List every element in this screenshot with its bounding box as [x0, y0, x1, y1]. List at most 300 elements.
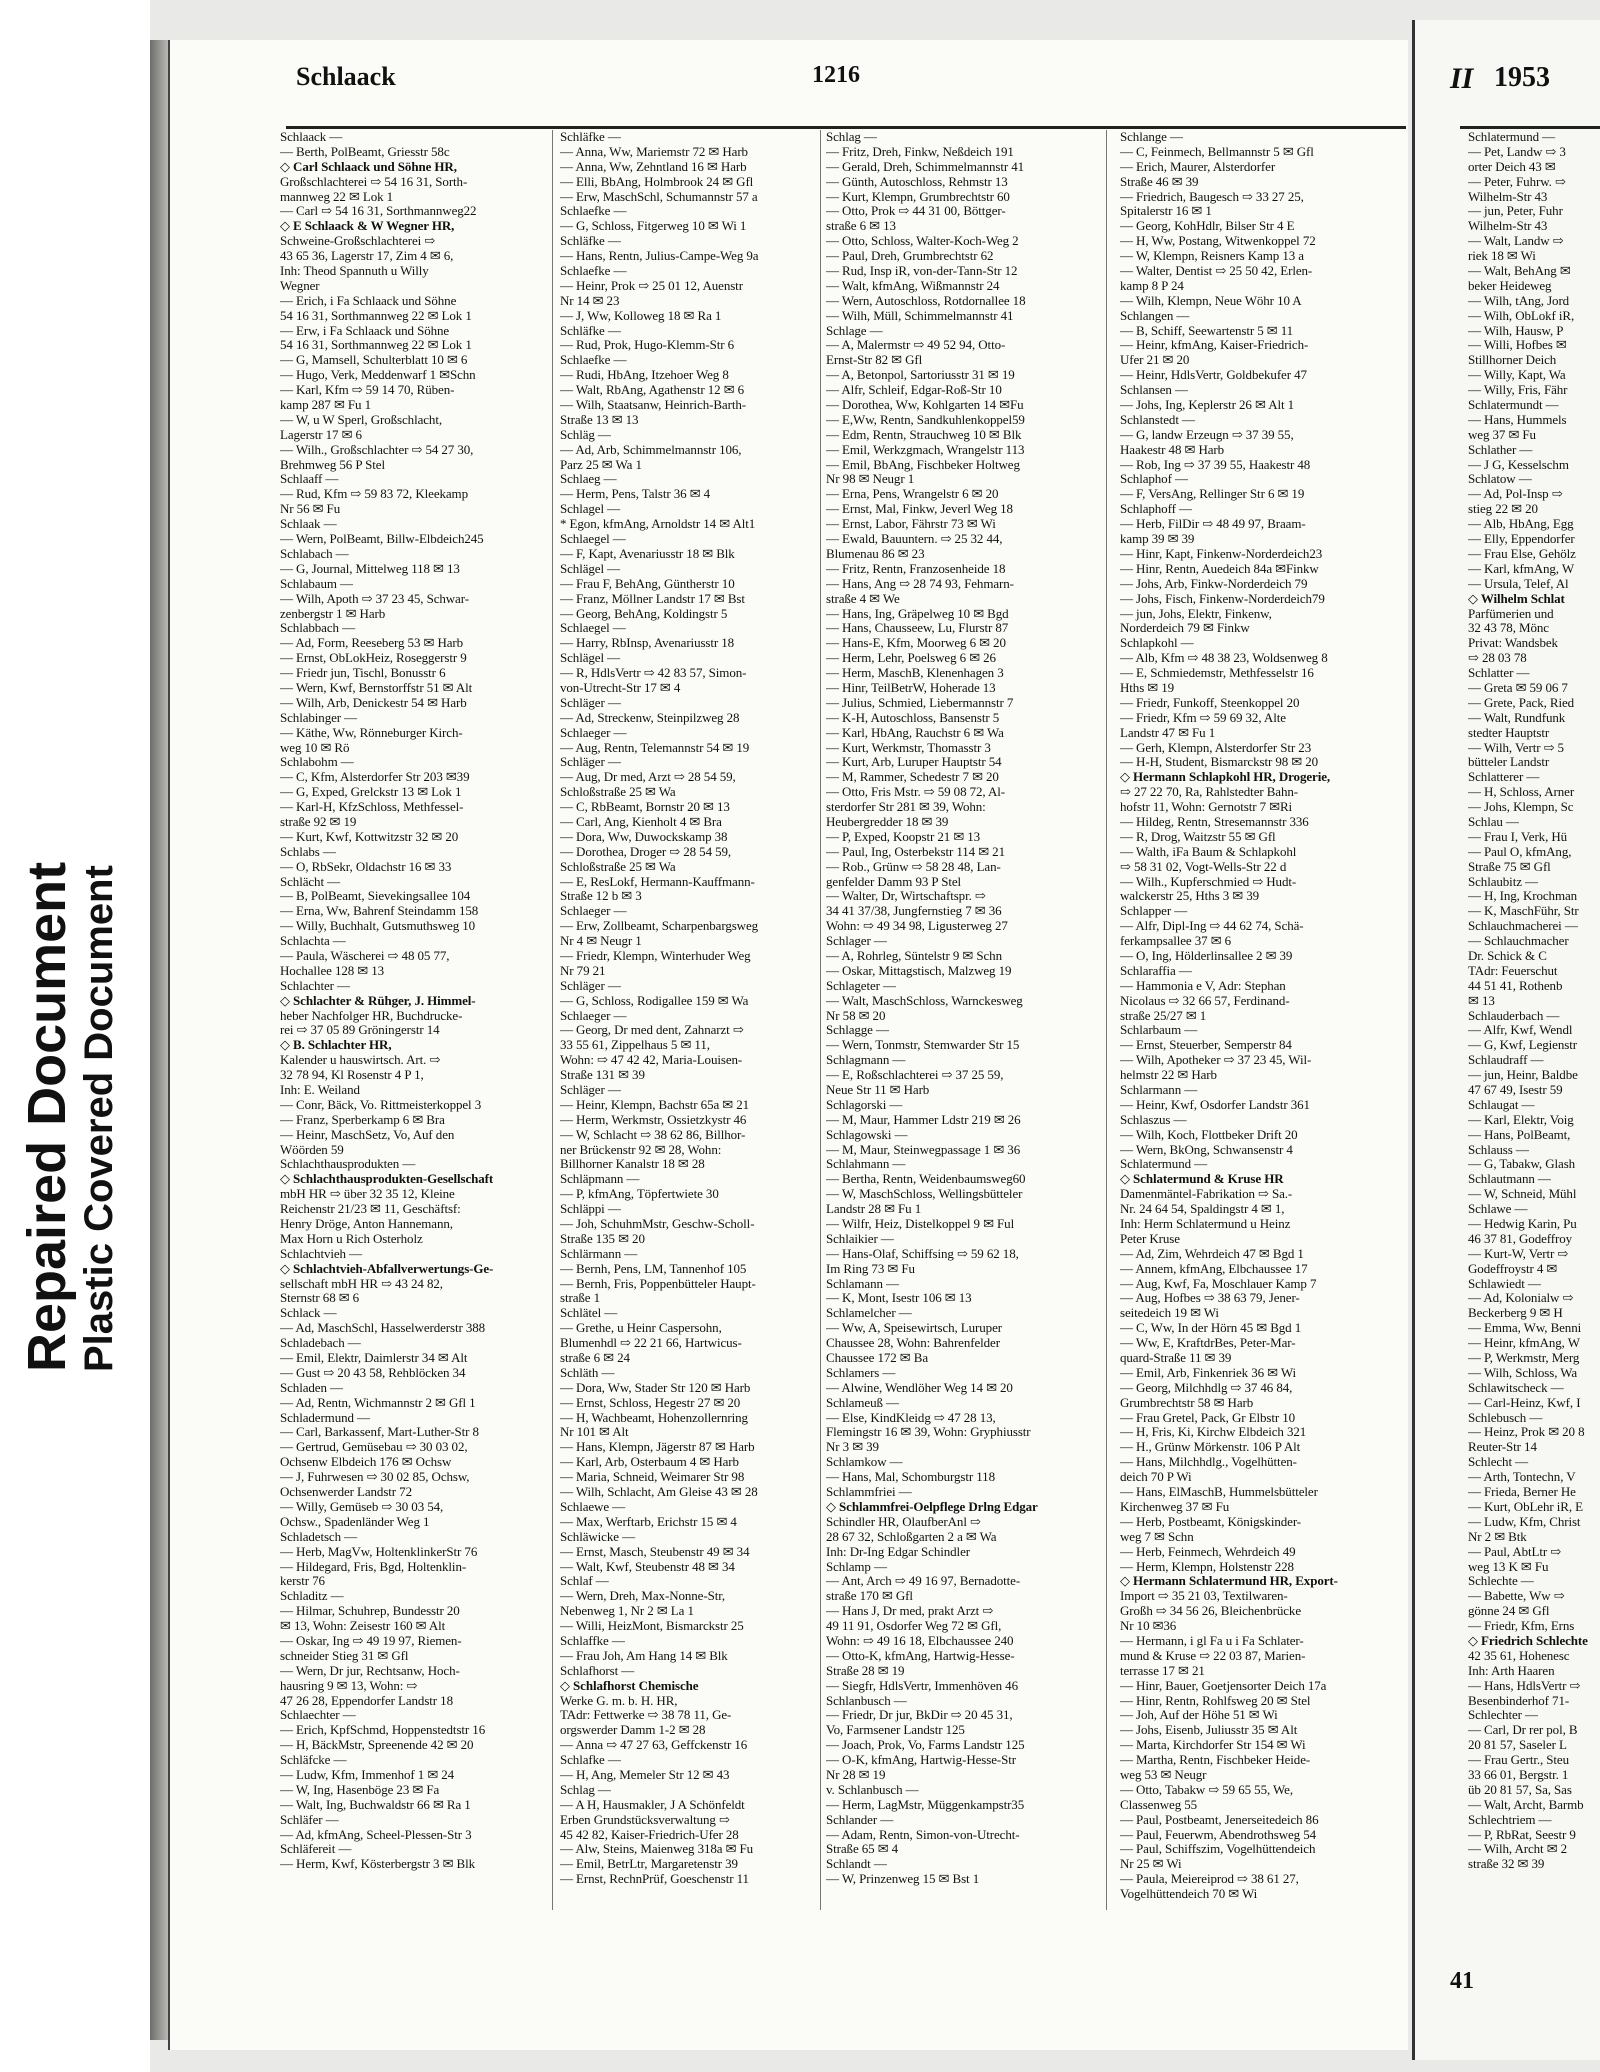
- directory-entry-line: Schlaugat —: [1468, 1097, 1535, 1112]
- directory-entry-line: — Friedr, Dr jur, BkDir ⇨ 20 45 31,: [826, 1708, 1013, 1723]
- directory-entry-line: genfelder Damm 93 P Stel: [826, 874, 962, 889]
- directory-entry-line: — Georg, BehAng, Koldingstr 5: [560, 606, 728, 621]
- directory-entry-line: Schläfke —: [560, 323, 621, 338]
- directory-entry-line: — Schlauchmacher: [1468, 934, 1569, 949]
- directory-entry-line: kerstr 76: [280, 1574, 325, 1589]
- directory-entry-line: Schlätel —: [560, 1306, 618, 1321]
- directory-entry-line: — Hans, Mal, Schomburgstr 118: [826, 1470, 995, 1485]
- directory-entry-line: — Fritz, Dreh, Finkw, Neßdeich 191: [826, 144, 1014, 159]
- directory-entry-line: — Erw, i Fa Schlaack und Söhne: [280, 323, 450, 338]
- directory-entry-line: ✉ 13, Wohn: Zeisestr 160 ✉ Alt: [280, 1619, 446, 1634]
- directory-entry-line: Wohn: ⇨ 47 42 42, Maria-Louisen-: [560, 1053, 743, 1068]
- directory-entry-line: — Paul, Feuerwm, Abendrothsweg 54: [1120, 1827, 1317, 1842]
- directory-entry-line: — G, Tabakw, Glash: [1468, 1157, 1576, 1172]
- directory-entry-line: ◇ B. Schlachter HR,: [280, 1038, 392, 1053]
- directory-entry-line: — Elly, Eppendorfer: [1468, 532, 1575, 547]
- directory-entry-line: — Carl, Ang, Kienholt 4 ✉ Bra: [560, 814, 722, 829]
- directory-entry-line: — R, HdlsVertr ⇨ 42 83 57, Simon-: [560, 666, 747, 681]
- directory-entry-line: Kalender u hauswirtsch. Art. ⇨: [280, 1053, 441, 1068]
- directory-entry-line: — Wilh., Kupferschmied ⇨ Hudt-: [1120, 874, 1297, 889]
- directory-entry-line: zenbergstr 1 ✉ Harb: [280, 606, 386, 621]
- directory-entry-line: — Wilh, Schloss, Wa: [1468, 1365, 1578, 1380]
- directory-entry-line: Wöörden 59: [280, 1142, 344, 1157]
- directory-entry-line: — Hinr, Bauer, Goetjensorter Deich 17a: [1120, 1678, 1327, 1693]
- directory-entry-line: — G, Schloss, Rodigallee 159 ✉ Wa: [560, 993, 749, 1008]
- directory-entry-line: — Ant, Arch ⇨ 49 16 97, Bernadotte-: [826, 1574, 1021, 1589]
- directory-entry-line: Schlandt —: [826, 1857, 887, 1872]
- directory-entry-line: — Edm, Rentn, Strauchweg 10 ✉ Blk: [826, 427, 1022, 442]
- directory-entry-line: hausring 9 ✉ 13, Wohn: ⇨: [280, 1678, 418, 1693]
- directory-entry-line: — Hedwig Karin, Pu: [1468, 1217, 1577, 1232]
- directory-entry-line: — Paula, Wäscherei ⇨ 48 05 77,: [280, 948, 450, 963]
- directory-entry-line: gönne 24 ✉ Gfl: [1468, 1604, 1550, 1619]
- directory-entry-line: schneider Stieg 31 ✉ Gfl: [280, 1648, 409, 1663]
- directory-entry-line: — Julius, Schmied, Liebermannstr 7: [826, 695, 1014, 710]
- directory-entry-line: — C, RbBeamt, Bornstr 20 ✉ 13: [560, 800, 730, 815]
- directory-entry-line: — K, Mont, Isestr 106 ✉ 13: [826, 1291, 972, 1306]
- directory-entry-line: ◇ Carl Schlaack und Söhne HR,: [280, 159, 457, 174]
- directory-entry-line: — Alfr, Kwf, Wendl: [1468, 1023, 1573, 1038]
- column-separator: [1106, 130, 1107, 1910]
- directory-entry-line: 44 51 41, Rothenb: [1468, 978, 1563, 993]
- directory-entry-line: — Hans, Chausseew, Lu, Flurstr 87: [826, 621, 1009, 636]
- directory-entry-line: — Friedrich, Baugesch ⇨ 33 27 25,: [1120, 189, 1304, 204]
- directory-entry-line: Schlawitscheck —: [1468, 1380, 1564, 1395]
- directory-entry-line: heber Nachfolger HR, Buchdrucke-: [280, 1008, 463, 1023]
- directory-entry-line: — Annem, kfmAng, Elbchaussee 17: [1120, 1261, 1308, 1276]
- directory-entry-line: Schlaubitz —: [1468, 874, 1538, 889]
- directory-entry-line: Schloßstraße 25 ✉ Wa: [560, 785, 676, 800]
- directory-entry-line: Straße 46 ✉ 39: [1120, 174, 1199, 189]
- directory-entry-line: — W, MaschSchloss, Wellingsbütteler: [826, 1187, 1023, 1202]
- directory-entry-line: Schlägel —: [560, 651, 621, 666]
- directory-entry-line: Schlafke —: [560, 1753, 621, 1768]
- directory-entry-line: Nicolaus ⇨ 32 66 57, Ferdinand-: [1120, 993, 1290, 1008]
- directory-entry-line: — Grete, Pack, Ried: [1468, 695, 1575, 710]
- directory-entry-line: — Karl, Kfm ⇨ 59 14 70, Rüben-: [280, 383, 455, 398]
- directory-entry-line: Schlaphof —: [1120, 472, 1188, 487]
- directory-entry-line: bütteler Landstr: [1468, 755, 1550, 770]
- directory-entry-line: — Herb, Feinmech, Wehrdeich 49: [1120, 1544, 1296, 1559]
- directory-entry-line: — Erich, KpfSchmd, Hoppenstedtstr 16: [280, 1723, 486, 1738]
- directory-entry-line: — Günth, Autoschloss, Rehmstr 13: [826, 174, 1008, 189]
- directory-entry-line: — Heinr, Kwf, Osdorfer Landstr 361: [1120, 1097, 1310, 1112]
- directory-entry-line: — Ad, Form, Reeseberg 53 ✉ Harb: [280, 636, 464, 651]
- directory-entry-line: — Hinr, Kapt, Finkenw-Norderdeich23: [1120, 546, 1323, 561]
- directory-entry-line: — Erna, Pens, Wrangelstr 6 ✉ 20: [826, 487, 999, 502]
- directory-entry-line: — Paul O, kfmAng,: [1468, 844, 1572, 859]
- directory-entry-line: Schweine-Großschlachterei ⇨: [280, 234, 436, 249]
- directory-entry-line: — Willy, Kapt, Wa: [1468, 368, 1566, 383]
- directory-entry-line: Nr 14 ✉ 23: [560, 293, 620, 308]
- directory-entry-line: — Hans, Hummels: [1468, 412, 1567, 427]
- directory-entry-line: — Hermann, i gl Fa u i Fa Schlater-: [1120, 1633, 1304, 1648]
- directory-entry-line: Nr 79 21: [560, 963, 606, 978]
- directory-entry-line: — Heinr, Prok ⇨ 25 01 12, Auenstr: [560, 278, 743, 293]
- directory-entry-line: rei ⇨ 37 05 89 Gröningerstr 14: [280, 1023, 440, 1038]
- directory-entry-line: Ochsenwerder Landstr 72: [280, 1485, 412, 1500]
- directory-entry-line: — Paul, Ing, Osterbekstr 114 ✉ 21: [826, 844, 1005, 859]
- directory-entry-line: Nr 25 ✉ Wi: [1120, 1857, 1182, 1872]
- directory-entry-line: — Emma, Ww, Benni: [1468, 1321, 1582, 1336]
- directory-entry-line: — K, MaschFühr, Str: [1468, 904, 1579, 919]
- directory-entry-line: — Wilh, tAng, Jord: [1468, 293, 1570, 308]
- directory-entry-line: — Herm, MaschB, Klenenhagen 3: [826, 666, 1004, 681]
- directory-entry-line: — Harry, RbInsp, Avenariusstr 18: [560, 636, 735, 651]
- directory-entry-line: 45 42 82, Kaiser-Friedrich-Ufer 28: [560, 1827, 739, 1842]
- directory-entry-line: Grumbrechtstr 58 ✉ Harb: [1120, 1395, 1254, 1410]
- directory-entry-line: — C, Ww, In der Hörn 45 ✉ Bgd 1: [1120, 1321, 1302, 1336]
- directory-entry-line: — F, VersAng, Rellinger Str 6 ✉ 19: [1120, 487, 1305, 502]
- directory-entry-line: — Ad, Streckenw, Steinpilzweg 28: [560, 710, 740, 725]
- directory-entry-line: Schlaeger —: [560, 904, 627, 919]
- directory-entry-line: Import ⇨ 35 21 03, Textilwaren-: [1120, 1589, 1288, 1604]
- directory-entry-line: ◇ Schlachter & Rühger, J. Himmel-: [280, 993, 476, 1008]
- directory-entry-line: — Otto-K, kfmAng, Hartwig-Hesse-: [826, 1648, 1015, 1663]
- directory-entry-line: Max Horn u Rich Osterholz: [280, 1231, 423, 1246]
- column-separator: [552, 130, 553, 1910]
- directory-entry-line: 47 67 49, Isestr 59: [1468, 1083, 1563, 1097]
- directory-entry-line: — W, Schlacht ⇨ 38 62 86, Billhor-: [560, 1127, 746, 1142]
- directory-entry-line: ◇ Schlafhorst Chemische: [560, 1678, 699, 1693]
- directory-entry-line: — Johs, Arb, Finkw-Norderdeich 79: [1120, 576, 1308, 591]
- directory-entry-line: — Karl, Arb, Osterbaum 4 ✉ Harb: [560, 1455, 739, 1470]
- directory-entry-line: — Heinr, HdlsVertr, Goldbekufer 47: [1120, 368, 1307, 383]
- directory-entry-line: beker Heideweg: [1468, 278, 1552, 293]
- directory-entry-line: Parz 25 ✉ Wa 1: [560, 457, 642, 472]
- facing-page-column: [1468, 130, 1600, 1920]
- directory-entry-line: Brehmweg 56 P Stel: [280, 457, 385, 472]
- directory-entry-line: — Walter, Dentist ⇨ 25 50 42, Erlen-: [1120, 264, 1313, 279]
- directory-entry-line: Inh: Theod Spannuth u Willy: [280, 264, 429, 279]
- directory-entry-line: Schläth —: [560, 1365, 615, 1380]
- directory-entry-line: — Wilh, Vertr ⇨ 5: [1468, 740, 1564, 755]
- directory-entry-line: — Ad, Zim, Wehrdeich 47 ✉ Bgd 1: [1120, 1246, 1304, 1261]
- directory-entry-line: terrasse 17 ✉ 21: [1120, 1663, 1205, 1678]
- directory-entry-line: Schlanstedt —: [1120, 412, 1195, 427]
- directory-entry-line: deich 70 P Wi: [1120, 1470, 1192, 1485]
- directory-entry-line: — Maria, Schneid, Weimarer Str 98: [560, 1470, 745, 1485]
- directory-entry-line: — Arth, Tontechn, V: [1468, 1470, 1576, 1485]
- directory-entry-line: Chaussee 28, Wohn: Bahrenfelder: [826, 1336, 1000, 1351]
- directory-entry-line: Nr 98 ✉ Neugr 1: [826, 472, 915, 487]
- directory-entry-line: — Otto, Schloss, Walter-Koch-Weg 2: [826, 234, 1019, 249]
- directory-entry-line: Wohn: ⇨ 49 34 98, Ligusterweg 27: [826, 919, 1008, 934]
- directory-entry-line: — Kurt, Kwf, Kottwitzstr 32 ✉ 20: [280, 829, 459, 844]
- directory-entry-line: Nr 4 ✉ Neugr 1: [560, 934, 642, 949]
- directory-entry-line: von-Utrecht-Str 17 ✉ 4: [560, 680, 681, 695]
- directory-entry-line: Schlaak —: [280, 517, 337, 532]
- directory-entry-line: ✉ 13: [1468, 993, 1495, 1008]
- directory-entry-line: — Willi, Hofbes ✉: [1468, 338, 1567, 353]
- directory-entry-line: — Emil, BbAng, Fischbeker Holtweg: [826, 457, 1020, 472]
- directory-entry-line: — Friedr, Kfm ⇨ 59 69 32, Alte: [1120, 710, 1286, 725]
- directory-entry-line: — Pet, Landw ⇨ 3: [1468, 144, 1566, 159]
- directory-entry-line: Schläger —: [560, 978, 621, 993]
- directory-entry-line: — Paula, Meiereiprod ⇨ 38 61 27,: [1120, 1872, 1299, 1887]
- directory-entry-line: — Ad, Kolonialw ⇨: [1468, 1291, 1574, 1306]
- directory-entry-line: — Oskar, Ing ⇨ 49 19 97, Riemen-: [280, 1633, 462, 1648]
- directory-entry-line: Henry Dröge, Anton Hannemann,: [280, 1217, 453, 1232]
- directory-entry-line: — Frau I, Verk, Hü: [1468, 829, 1568, 844]
- directory-entry-line: straße 32 ✉ 39: [1468, 1857, 1545, 1872]
- directory-entry-line: — W, u W Sperl, Großschlacht,: [280, 412, 442, 427]
- directory-entry-line: Schlachtvieh —: [280, 1246, 362, 1261]
- facing-page-year: 1953: [1494, 62, 1550, 93]
- page-running-head: Schlaack: [296, 62, 396, 91]
- directory-entry-line: Schlawiedt —: [1468, 1276, 1541, 1291]
- directory-entry-line: — Walt, Landw ⇨: [1468, 234, 1564, 249]
- directory-entry-line: Schlaeger —: [560, 1008, 627, 1023]
- directory-entry-line: 33 66 01, Bergstr. 1: [1468, 1767, 1569, 1782]
- directory-entry-line: Neue Str 11 ✉ Harb: [826, 1083, 930, 1097]
- directory-entry-line: — Ursula, Telef, Al: [1468, 576, 1569, 591]
- directory-entry-line: — Hans, PolBeamt,: [1468, 1127, 1571, 1142]
- directory-entry-line: Nr 58 ✉ 20: [826, 1008, 886, 1023]
- directory-entry-line: Schlabaum —: [280, 576, 353, 591]
- directory-entry-line: Straße 65 ✉ 4: [826, 1842, 899, 1857]
- directory-entry-line: — Walt, BehAng ✉: [1468, 264, 1571, 279]
- directory-entry-line: — H., Grünw Mörkenstr. 106 P Alt: [1120, 1440, 1301, 1455]
- directory-entry-line: — Heinr, MaschSetz, Vo, Auf den: [280, 1127, 455, 1142]
- directory-entry-line: 49 11 91, Osdorfer Weg 72 ✉ Gfl,: [826, 1619, 1002, 1634]
- directory-entry-line: Schlagge —: [826, 1023, 889, 1038]
- directory-entry-line: — Wilh, Koch, Flottbeker Drift 20: [1120, 1127, 1298, 1142]
- directory-entry-line: — R, Drog, Waitzstr 55 ✉ Gfl: [1120, 829, 1276, 844]
- directory-entry-line: — Hinr, TeilBetrW, Hoherade 13: [826, 680, 996, 695]
- directory-entry-line: — J, Fuhrwesen ⇨ 30 02 85, Ochsw,: [280, 1470, 470, 1485]
- directory-entry-line: Schlahmann —: [826, 1157, 906, 1172]
- directory-entry-line: Heubergredder 18 ✉ 39: [826, 814, 949, 829]
- directory-entry-line: — Friedr, Funkoff, Steenkoppel 20: [1120, 695, 1300, 710]
- directory-entry-line: — Ernst, Schloss, Hegestr 27 ✉ 20: [560, 1395, 741, 1410]
- directory-entry-line: — H, Ang, Memeler Str 12 ✉ 43: [560, 1767, 730, 1782]
- directory-entry-line: — C, Feinmech, Bellmannstr 5 ✉ Gfl: [1120, 144, 1314, 159]
- directory-entry-line: — Ad, kfmAng, Scheel-Plessen-Str 3: [280, 1827, 472, 1842]
- directory-entry-line: — Friedr, Kfm, Erns: [1468, 1619, 1575, 1634]
- directory-entry-line: — Ww, E, KraftdrBes, Peter-Mar-: [1120, 1336, 1296, 1351]
- directory-entry-line: straße 4 ✉ We: [826, 591, 900, 606]
- directory-entry-line: — W, Prinzenweg 15 ✉ Bst 1: [826, 1872, 980, 1887]
- directory-entry-line: — Anna ⇨ 47 27 63, Geffckenstr 16: [560, 1738, 748, 1753]
- directory-entry-line: Nr 10 ✉36: [1120, 1619, 1177, 1634]
- directory-entry-line: Parfümerien und: [1468, 606, 1554, 621]
- directory-entry-line: — Babette, Ww ⇨: [1468, 1589, 1565, 1604]
- directory-entry-line: — jun, Johs, Elektr, Finkenw,: [1120, 606, 1272, 621]
- directory-entry-line: — Paul, Schiffszim, Vogelhüttendeich: [1120, 1842, 1316, 1857]
- directory-entry-line: — Rob., Grünw ⇨ 58 28 48, Lan-: [826, 859, 1001, 874]
- directory-entry-line: — Ludw, Kfm, Immenhof 1 ✉ 24: [280, 1767, 455, 1782]
- directory-entry-line: Classenweg 55: [1120, 1797, 1198, 1812]
- directory-entry-line: Schindler HR, OlaufberAnl ⇨: [826, 1514, 981, 1529]
- directory-entry-line: Straße 75 ✉ Gfl: [1468, 859, 1551, 874]
- directory-entry-line: Schlautmann —: [1468, 1172, 1551, 1187]
- directory-entry-line: — Alfr, Schleif, Edgar-Roß-Str 10: [826, 383, 1002, 398]
- directory-entry-line: Wohn: ⇨ 49 16 18, Elbchaussee 240: [826, 1633, 1014, 1648]
- directory-entry-line: — O, Ing, Hölderlinsallee 2 ✉ 39: [1120, 948, 1293, 963]
- directory-entry-line: — Wern, Kwf, Bernstorffstr 51 ✉ Alt: [280, 680, 473, 695]
- directory-entry-line: Schladebach —: [280, 1336, 361, 1351]
- directory-entry-line: Schlather —: [1468, 442, 1533, 457]
- directory-entry-line: Schladetsch —: [280, 1529, 358, 1544]
- directory-entry-line: — jun, Heinr, Baldbe: [1468, 1068, 1578, 1083]
- directory-entry-line: 47 26 28, Eppendorfer Landstr 18: [280, 1693, 453, 1708]
- directory-entry-line: — Kurt, Klempn, Grumbrechtstr 60: [826, 189, 1010, 204]
- directory-entry-line: — Hans J, Dr med, prakt Arzt ⇨: [826, 1604, 994, 1619]
- directory-entry-line: Schlabs —: [280, 844, 336, 859]
- directory-entry-line: Schlamkow —: [826, 1455, 903, 1470]
- directory-entry-line: Schlaszus —: [1120, 1112, 1187, 1127]
- directory-entry-line: Besenbinderhof 71-: [1468, 1693, 1570, 1708]
- directory-entry-line: Wilhelm-Str 43: [1468, 219, 1548, 234]
- directory-entry-line: straße 6 ✉ 13: [826, 219, 896, 234]
- directory-entry-line: — Walter, Dr, Wirtschaftspr. ⇨: [826, 889, 986, 904]
- directory-entry-line: 43 65 36, Lagerstr 17, Zim 4 ✉ 6,: [280, 249, 454, 264]
- directory-entry-line: sterdorfer Str 281 ✉ 39, Wohn:: [826, 800, 986, 815]
- directory-entry-line: weg 7 ✉ Schn: [1120, 1529, 1194, 1544]
- directory-entry-line: Inh: Herm Schlatermund u Heinz: [1120, 1217, 1291, 1232]
- directory-entry-line: — M, Maur, Hammer Ldstr 219 ✉ 26: [826, 1112, 1021, 1127]
- directory-entry-line: Schlärmann —: [560, 1246, 638, 1261]
- directory-entry-line: — Karl, Elektr, Voig: [1468, 1112, 1574, 1127]
- directory-entry-line: — Max, Werftarb, Erichstr 15 ✉ 4: [560, 1514, 737, 1529]
- directory-entry-line: Schlatermundt —: [1468, 398, 1559, 413]
- directory-entry-line: ◇ Hermann Schlatermund HR, Export-: [1120, 1574, 1338, 1589]
- directory-entry-line: Schlansen —: [1120, 383, 1188, 398]
- directory-entry-line: — Walt, kfmAng, Wißmannstr 24: [826, 278, 1000, 293]
- directory-entry-line: — P, RbRat, Seestr 9: [1468, 1827, 1576, 1842]
- directory-entry-line: Schläwicke —: [560, 1529, 635, 1544]
- directory-entry-line: — Elli, BbAng, Holmbrook 24 ✉ Gfl: [560, 174, 754, 189]
- directory-entry-line: — Oskar, Mittagstisch, Malzweg 19: [826, 963, 1012, 978]
- directory-entry-line: — Greta ✉ 59 06 7: [1468, 680, 1568, 695]
- directory-entry-line: — B, PolBeamt, Sievekingsallee 104: [280, 889, 471, 904]
- directory-entry-line: — Wilh, Apoth ⇨ 37 23 45, Schwar-: [280, 591, 469, 606]
- directory-entry-line: — Walth, iFa Baum & Schlapkohl: [1120, 844, 1297, 859]
- directory-entry-line: Damenmäntel-Fabrikation ⇨ Sa.-: [1120, 1187, 1293, 1202]
- directory-entry-line: — Ernst, RechnPrüf, Goeschenstr 11: [560, 1872, 749, 1887]
- directory-entry-line: — Carl-Heinz, Kwf, I: [1468, 1395, 1581, 1410]
- directory-entry-line: Norderdeich 79 ✉ Finkw: [1120, 621, 1250, 636]
- directory-entry-line: — Herm, LagMstr, Müggenkampstr35: [826, 1797, 1025, 1812]
- directory-entry-line: Haakestr 48 ✉ Harb: [1120, 442, 1225, 457]
- directory-entry-line: — J, Ww, Kolloweg 18 ✉ Ra 1: [560, 308, 722, 323]
- directory-entry-line: mbH HR ⇨ über 32 35 12, Kleine: [280, 1187, 455, 1202]
- directory-entry-line: — Johs, Ing, Keplerstr 26 ✉ Alt 1: [1120, 398, 1295, 413]
- directory-entry-line: — W, Ing, Hasenböge 23 ✉ Fa: [280, 1782, 440, 1797]
- directory-entry-line: — Joh, Auf der Höhe 51 ✉ Wi: [1120, 1708, 1278, 1723]
- directory-entry-line: Schlamp —: [826, 1559, 887, 1574]
- directory-entry-line: — Walt, MaschSchloss, Warnckesweg: [826, 993, 1023, 1008]
- directory-entry-line: — P, kfmAng, Töpfertwiete 30: [560, 1187, 719, 1202]
- directory-entry-line: — Erw, MaschSchl, Schumannstr 57 a: [560, 189, 758, 204]
- directory-entry-line: helmstr 22 ✉ Harb: [1120, 1068, 1217, 1083]
- directory-entry-line: — Willy, Gemüseb ⇨ 30 03 54,: [280, 1499, 444, 1514]
- directory-entry-line: — Gertrud, Gemüsebau ⇨ 30 03 02,: [280, 1440, 468, 1455]
- directory-entry-line: Ochsw., Spadenländer Weg 1: [280, 1514, 430, 1529]
- directory-entry-line: — Walt, Kwf, Steubenstr 48 ✉ 34: [560, 1559, 735, 1574]
- directory-entry-line: — Frau Joh, Am Hang 14 ✉ Blk: [560, 1648, 728, 1663]
- directory-entry-line: — Hans-E, Kfm, Moorweg 6 ✉ 20: [826, 636, 1006, 651]
- directory-entry-line: Schlecht —: [1468, 1455, 1529, 1470]
- directory-entry-line: Stillhorner Deich: [1468, 353, 1557, 368]
- directory-entry-line: — Bernh, Fris, Poppenbütteler Haupt-: [560, 1276, 756, 1291]
- directory-entry-line: — Emil, Elektr, Daimlerstr 34 ✉ Alt: [280, 1351, 468, 1366]
- directory-entry-line: — Anna, Ww, Zehntland 16 ✉ Harb: [560, 159, 747, 174]
- directory-entry-line: Schlechter —: [1468, 1708, 1538, 1723]
- directory-entry-line: — Frau Else, Gehölz: [1468, 546, 1576, 561]
- directory-entry-line: Chaussee 172 ✉ Ba: [826, 1351, 928, 1366]
- directory-entry-line: Großschlachterei ⇨ 54 16 31, Sorth-: [280, 174, 468, 189]
- directory-entry-line: Schlaefke —: [560, 204, 627, 219]
- directory-entry-line: — H, Ing, Krochman: [1468, 889, 1578, 904]
- directory-entry-line: straße 170 ✉ Gfl: [826, 1589, 913, 1604]
- directory-entry-line: — Ernst, Steuerber, Semperstr 84: [1120, 1038, 1292, 1053]
- directory-entry-line: — Dora, Ww, Stader Str 120 ✉ Harb: [560, 1380, 751, 1395]
- facing-header-rule: [1460, 126, 1600, 129]
- directory-entry-line: Schladermund —: [280, 1410, 370, 1425]
- directory-entry-line: — Rud, Insp iR, von-der-Tann-Str 12: [826, 264, 1018, 279]
- directory-entry-line: — Georg, KohHdlr, Bilser Str 4 E: [1120, 219, 1295, 234]
- directory-entry-line: Schlager —: [826, 934, 887, 949]
- directory-entry-line: weg 13 K ✉ Fu: [1468, 1559, 1549, 1574]
- directory-entry-line: — Otto, Tabakw ⇨ 59 65 55, We,: [1120, 1782, 1293, 1797]
- directory-entry-line: — G, Journal, Mittelweg 118 ✉ 13: [280, 561, 460, 576]
- directory-entry-line: Schlapper —: [1120, 904, 1188, 919]
- directory-entry-line: Nr 2 ✉ Btk: [1468, 1529, 1527, 1544]
- directory-entry-line: — M, Maur, Steinwegpassage 1 ✉ 36: [826, 1142, 1021, 1157]
- directory-entry-line: Schlack —: [280, 1306, 337, 1321]
- directory-entry-line: Schlauchmacherei —: [1468, 919, 1578, 934]
- directory-entry-line: Schlechtriem —: [1468, 1812, 1552, 1827]
- side-label-line2: Plastic Covered Document: [77, 865, 121, 1372]
- directory-entry-line: ◇ E Schlaack & W Wegner HR,: [280, 219, 455, 234]
- directory-entry-line: — Aug, Dr med, Arzt ⇨ 28 54 59,: [560, 770, 736, 785]
- side-label: [0, 0, 150, 2072]
- directory-entry-line: — Aug, Kwf, Fa, Moschlauer Kamp 7: [1120, 1276, 1317, 1291]
- directory-entry-line: Hochallee 128 ✉ 13: [280, 963, 385, 978]
- directory-entry-line: Inh: E. Weiland: [280, 1083, 360, 1097]
- directory-entry-line: — G, landw Erzeugn ⇨ 37 39 55,: [1120, 427, 1294, 442]
- directory-entry-line: Schlanbusch —: [826, 1693, 907, 1708]
- directory-entry-line: Schläppi —: [560, 1202, 621, 1217]
- directory-entry-line: Schlag —: [560, 1782, 611, 1797]
- directory-entry-line: orter Deich 43 ✉: [1468, 159, 1556, 174]
- directory-entry-line: — Wern, Dr jur, Rechtsanw, Hoch-: [280, 1663, 460, 1678]
- directory-entry-line: — Martha, Rentn, Fischbeker Heide-: [1120, 1753, 1311, 1768]
- directory-entry-line: Schläger —: [560, 755, 621, 770]
- directory-entry-line: — Ernst, ObLokHeiz, Roseggerstr 9: [280, 651, 467, 666]
- directory-entry-line: — Gerh, Klempn, Alsterdorfer Str 23: [1120, 740, 1312, 755]
- directory-entry-line: Landstr 47 ✉ Fu 1: [1120, 725, 1216, 740]
- directory-entry-line: — Ad, Arb, Schimmelmannstr 106,: [560, 442, 742, 457]
- directory-entry-line: — Hans, ElMaschB, Hummelsbütteler: [1120, 1485, 1318, 1500]
- directory-entry-line: — Walt, RbAng, Agathenstr 12 ✉ 6: [560, 383, 745, 398]
- directory-entry-line: — Georg, Milchhdlg ⇨ 37 46 84,: [1120, 1380, 1293, 1395]
- directory-entry-line: — Aug, Rentn, Telemannstr 54 ✉ 19: [560, 740, 750, 755]
- directory-entry-line: Schlammfriei —: [826, 1485, 912, 1500]
- directory-entry-line: TAdr: Fettwerke ⇨ 38 78 11, Ge-: [560, 1708, 732, 1723]
- directory-entry-line: Schlag —: [826, 130, 877, 144]
- directory-entry-line: ◇ Schlammfrei-Oelpflege Drlng Edgar: [826, 1499, 1038, 1514]
- directory-entry-line: — Siegfr, HdlsVertr, Immenhöven 46: [826, 1678, 1018, 1693]
- directory-entry-line: Schlaikier —: [826, 1231, 894, 1246]
- directory-entry-line: Schlaaff —: [280, 472, 339, 487]
- directory-entry-line: — Rud, Kfm ⇨ 59 83 72, Kleekamp: [280, 487, 468, 502]
- directory-entry-line: — Heinz, Prok ✉ 20 8: [1468, 1425, 1585, 1440]
- directory-entry-line: — Willy, Buchhalt, Gutsmuthsweg 10: [280, 919, 476, 934]
- directory-entry-line: — Wilh., Großschlachter ⇨ 54 27 30,: [280, 442, 474, 457]
